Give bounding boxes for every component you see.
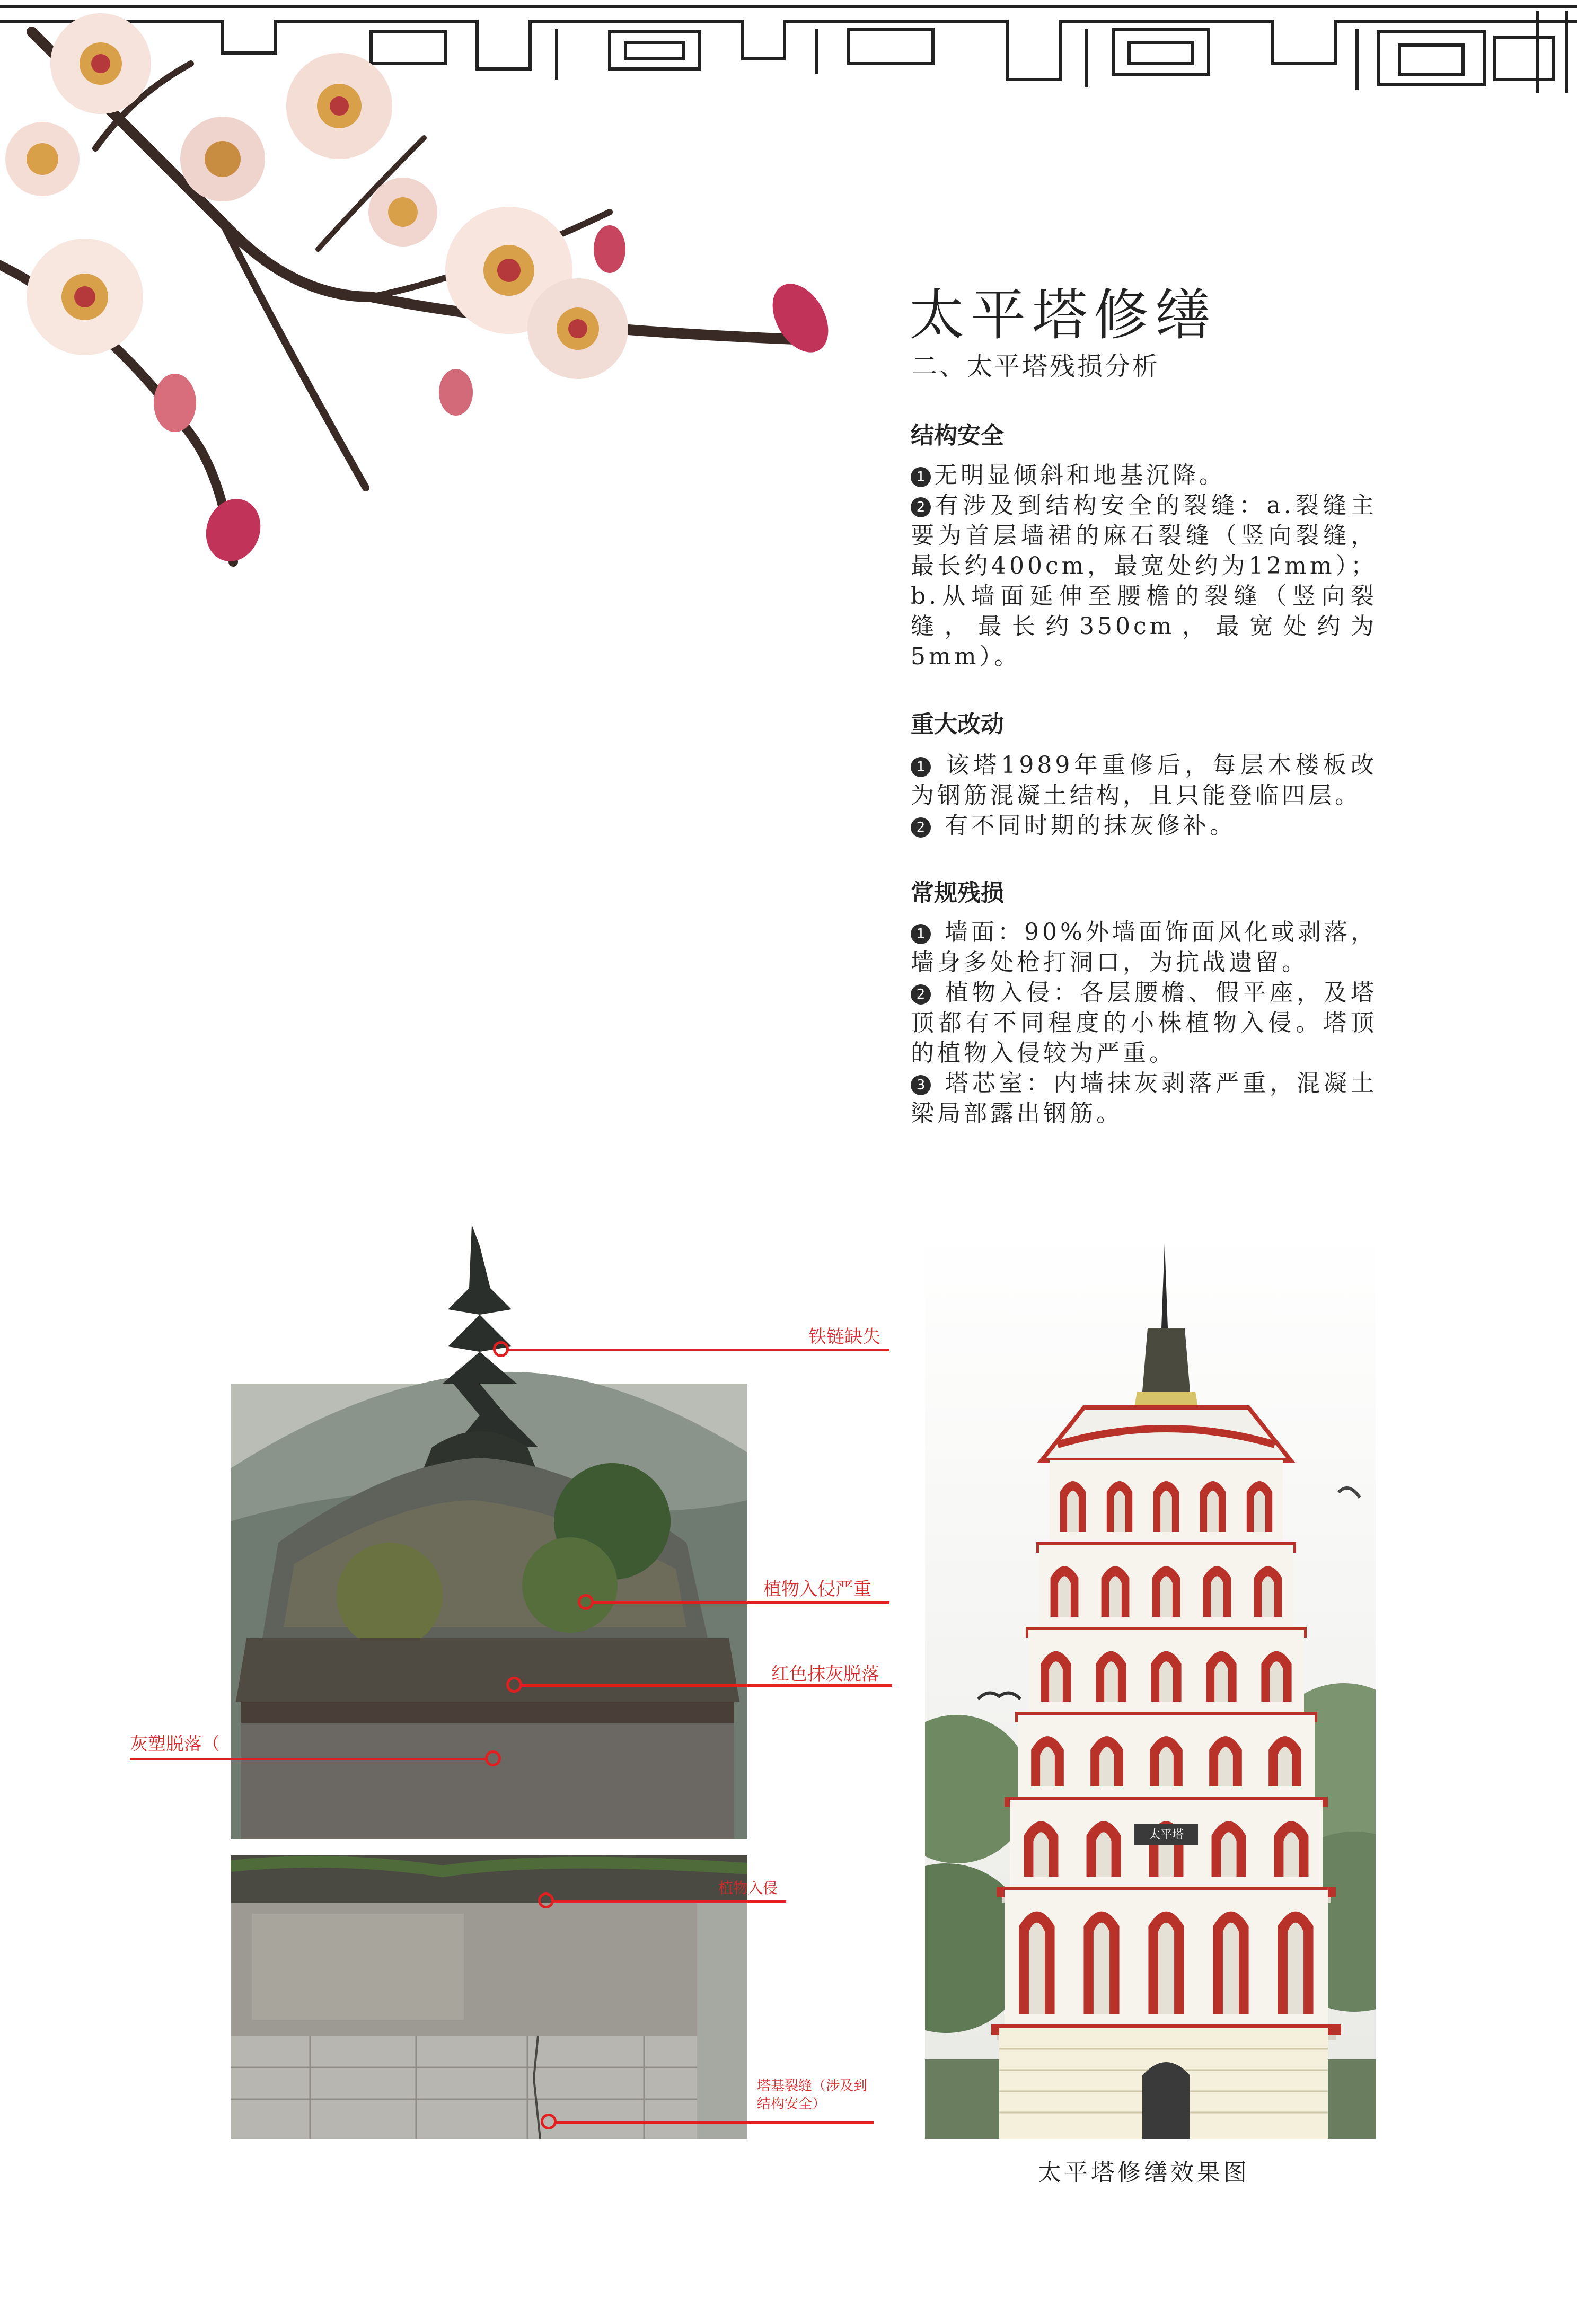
number-bullet-icon: 1 [911,924,931,944]
number-bullet-icon: 3 [911,1075,931,1095]
callout-label-red-plaster: 红色抹灰脱落 [771,1663,879,1685]
callout-line [130,1758,485,1760]
section-heading-routine-damage: 常规残损 [911,879,1004,906]
callout-label-gray-sculpture: 灰塑脱落（ [130,1733,220,1755]
callout-marker [538,1892,554,1908]
tower-top-photo [231,1225,747,1839]
plaque-text: 太平塔 [1148,1828,1184,1842]
number-bullet-icon: 2 [911,817,931,838]
callout-line [556,2121,874,2124]
callout-label-base-crack: 塔基裂缝（涉及到结构安全） [757,2078,868,2112]
callout-line [553,1900,786,1903]
routine-damage-text [911,917,1377,1129]
page-title: 太平塔修缮 [909,283,1217,347]
list-item: 2 植物入侵：各层腰檐、假平座，及塔顶都有不同程度的小株植物入侵。塔顶的植物入侵较为严重。 [911,979,1377,1067]
major-changes-text [911,750,1377,841]
callout-line [593,1601,889,1604]
callout-label-chain: 铁链缺失 [808,1326,880,1348]
list-item: 1 墙面：90%外墙面饰面风化或剥落，墙身多处枪打洞口，为抗战遗留。 [911,919,1377,976]
callout-marker [493,1341,509,1357]
list-item: 3 塔芯室：内墙抹灰剥落严重，混凝土梁局部露出钢筋。 [911,1070,1377,1127]
structural-safety-text [911,460,1377,672]
callout-marker [541,2114,557,2129]
restoration-rendering [925,1233,1376,2139]
list-item: 1 无明显倾斜和地基沉降。 [911,460,1377,490]
callout-marker [506,1677,522,1693]
section-heading-major-changes: 重大改动 [911,711,1004,738]
section-heading-structural-safety: 结构安全 [911,422,1004,449]
number-bullet-icon: 2 [911,497,931,517]
list-item: 1 该塔1989年重修后，每层木楼板改为钢筋混凝土结构，且只能登临四层。 [911,752,1377,809]
render-caption: 太平塔修缮效果图 [1038,2159,1250,2186]
number-bullet-icon: 1 [911,467,931,487]
callout-marker [485,1750,501,1766]
list-item: 2 有不同时期的抹灰修补。 [911,811,1377,841]
callout-label-plant-invasion: 植物入侵 [718,1879,778,1897]
list-item: 2 有涉及到结构安全的裂缝：a.裂缝主要为首层墙裙的麻石裂缝（竖向裂缝，最长约400cm，最宽处约为12mm）；b.从墙面延伸至腰檐的裂缝（竖向裂缝，最长约350cm，最宽处约为5mm）。 [911,492,1377,670]
callout-label-plant-severe: 植物入侵严重 [763,1579,871,1600]
section-subtitle: 二、太平塔残损分析 [912,351,1160,381]
plum-blossom-illustration [0,0,848,594]
number-bullet-icon: 2 [911,984,931,1005]
callout-marker [578,1594,594,1610]
callout-line [508,1349,889,1351]
number-bullet-icon: 1 [911,757,931,777]
tower-base-photo [231,1855,747,2139]
